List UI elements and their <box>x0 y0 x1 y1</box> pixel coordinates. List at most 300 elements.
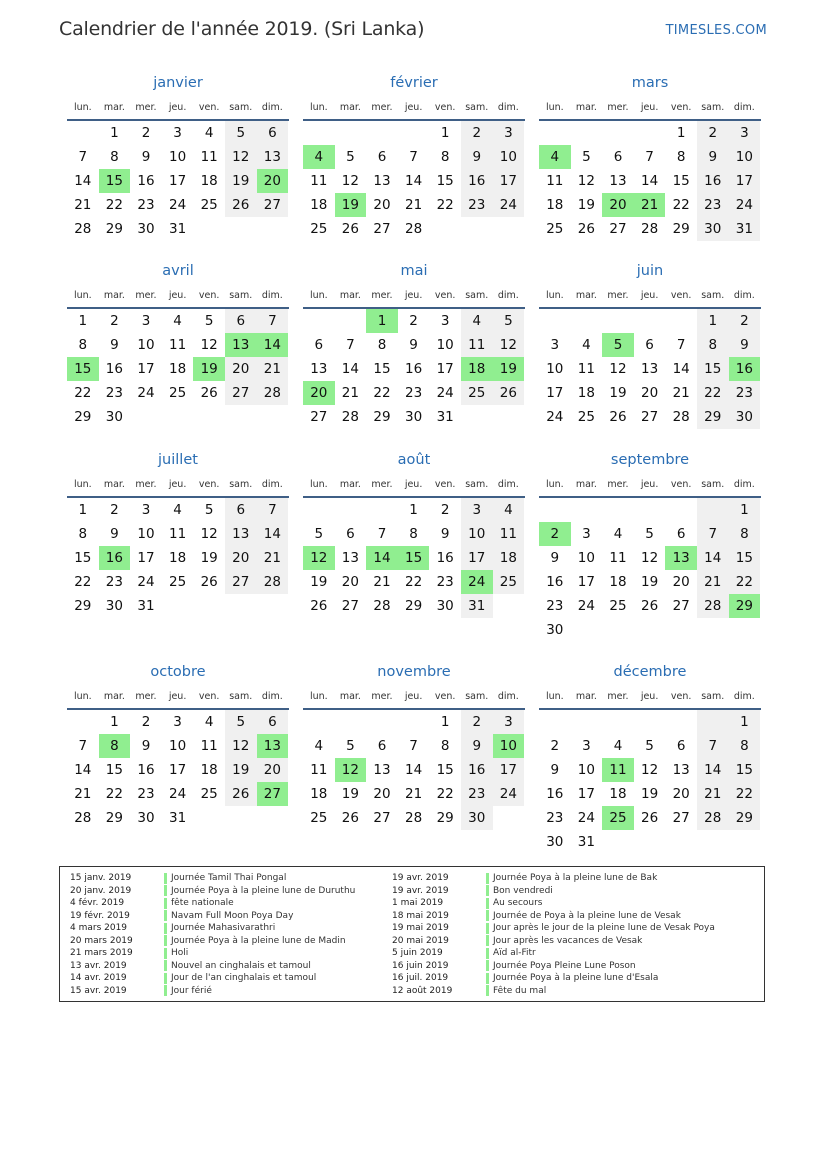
day-cell: 3 <box>461 498 493 522</box>
weekday-label: mer. <box>371 478 393 490</box>
holiday-date: 15 janv. 2019 <box>70 873 132 884</box>
weekday-label: mar. <box>103 289 125 301</box>
holiday-date: 16 juil. 2019 <box>392 973 449 984</box>
day-cell: 7 <box>377 526 387 542</box>
day-cell: 4 <box>461 309 493 333</box>
day-cell: 20 <box>373 197 391 213</box>
day-cell: 13 <box>609 173 627 189</box>
day-cell: 29 <box>373 409 391 425</box>
day-cell: 18 <box>168 361 187 377</box>
empty-day-cell <box>634 830 666 854</box>
day-cell: 12 <box>341 173 359 189</box>
holiday-name: Journée Poya à la pleine lune de Duruthu <box>171 885 356 896</box>
holiday-name: Jour après les vacances de Vesak <box>493 935 643 946</box>
empty-day-cell <box>571 309 603 333</box>
day-cell: 17 <box>493 169 525 193</box>
day-cell: 13 <box>665 546 697 570</box>
day-cell: 8 <box>99 734 131 758</box>
empty-day-cell <box>193 594 225 618</box>
holiday-date: 20 mars 2019 <box>70 935 133 946</box>
day-cell: 19 <box>310 574 328 590</box>
day-cell: 24 <box>436 385 454 401</box>
holiday-date: 20 janv. 2019 <box>70 885 132 896</box>
day-cell: 27 <box>640 409 659 425</box>
weekday-label: mer. <box>371 289 393 301</box>
day-cell: 30 <box>404 409 423 425</box>
day-cell: 24 <box>577 598 595 614</box>
weekday-header <box>67 685 289 707</box>
day-cell: 31 <box>168 221 187 237</box>
day-cell: 28 <box>257 570 289 594</box>
day-grid <box>67 498 289 618</box>
holiday-date: 1 mai 2019 <box>392 898 444 909</box>
day-cell: 14 <box>341 361 359 377</box>
holiday-legend-row <box>70 872 355 885</box>
day-cell: 31 <box>461 594 493 618</box>
day-cell: 18 <box>493 546 525 570</box>
day-cell: 11 <box>461 333 493 357</box>
day-cell: 5 <box>314 526 324 542</box>
day-cell: 17 <box>546 385 564 401</box>
day-cell: 17 <box>729 169 761 193</box>
day-cell: 15 <box>729 546 761 570</box>
month-name: octobre <box>150 664 206 680</box>
empty-day-cell <box>493 217 525 241</box>
day-cell: 14 <box>404 762 423 778</box>
day-cell: 15 <box>67 357 99 381</box>
day-cell: 28 <box>404 221 423 237</box>
weekday-label: lun. <box>545 690 564 702</box>
day-cell: 12 <box>640 550 659 566</box>
day-cell: 18 <box>200 762 218 778</box>
day-cell: 12 <box>640 762 659 778</box>
empty-day-cell <box>398 121 430 145</box>
day-cell: 2 <box>550 738 560 754</box>
day-cell: 12 <box>225 734 257 758</box>
day-cell: 22 <box>436 197 454 213</box>
day-cell: 26 <box>225 193 257 217</box>
day-cell: 17 <box>436 361 454 377</box>
weekday-label: dim. <box>261 690 283 702</box>
day-cell: 13 <box>225 522 257 546</box>
day-cell: 18 <box>310 197 328 213</box>
day-cell: 19 <box>609 385 627 401</box>
day-cell: 28 <box>697 594 729 618</box>
day-cell: 29 <box>729 594 761 618</box>
day-cell: 24 <box>168 197 187 213</box>
empty-day-cell <box>697 710 729 734</box>
weekday-header <box>303 284 525 306</box>
site-logo-link[interactable]: TIMESLES.COM <box>665 23 767 38</box>
empty-day-cell <box>634 121 666 145</box>
day-cell: 7 <box>78 149 88 165</box>
day-cell: 2 <box>539 522 571 546</box>
day-cell: 12 <box>609 361 627 377</box>
day-cell: 22 <box>74 574 92 590</box>
day-cell: 3 <box>582 526 591 542</box>
weekday-header <box>67 96 289 118</box>
empty-day-cell <box>634 498 666 522</box>
day-cell: 1 <box>366 309 398 333</box>
day-cell: 28 <box>341 409 359 425</box>
day-cell: 20 <box>257 758 289 782</box>
day-cell: 7 <box>645 149 654 165</box>
day-cell: 14 <box>672 361 690 377</box>
empty-day-cell <box>366 121 398 145</box>
holiday-legend-row <box>70 922 355 935</box>
day-cell: 28 <box>697 806 729 830</box>
empty-day-cell <box>303 710 335 734</box>
holiday-name: Navam Full Moon Poya Day <box>171 910 294 921</box>
day-cell: 3 <box>173 714 182 730</box>
day-cell: 18 <box>168 550 187 566</box>
weekday-label: mar. <box>575 289 597 301</box>
day-cell: 17 <box>577 574 595 590</box>
holiday-date: 12 août 2019 <box>392 985 453 996</box>
holiday-legend-row <box>70 910 355 923</box>
empty-day-cell <box>634 618 666 642</box>
day-cell: 21 <box>672 385 690 401</box>
day-cell: 3 <box>141 313 151 329</box>
day-cell: 27 <box>310 409 328 425</box>
day-cell: 31 <box>168 810 187 826</box>
day-cell: 14 <box>640 173 659 189</box>
weekday-label: ven. <box>670 690 692 702</box>
weekday-label: mar. <box>575 478 597 490</box>
day-cell: 4 <box>204 714 214 730</box>
day-cell: 7 <box>257 309 289 333</box>
empty-day-cell <box>665 498 697 522</box>
day-cell: 25 <box>577 409 595 425</box>
day-cell: 16 <box>404 361 423 377</box>
empty-day-cell <box>257 405 289 429</box>
day-cell: 15 <box>398 546 430 570</box>
holiday-legend-row <box>392 922 715 935</box>
day-cell: 7 <box>697 734 729 758</box>
weekday-label: dim. <box>497 690 519 702</box>
day-cell: 22 <box>74 385 92 401</box>
holiday-marker <box>164 948 167 959</box>
weekday-label: sam. <box>701 690 725 702</box>
day-cell: 6 <box>645 337 654 353</box>
day-cell: 11 <box>310 762 328 778</box>
day-cell: 10 <box>493 145 525 169</box>
day-cell: 16 <box>99 546 131 570</box>
day-cell: 16 <box>461 758 493 782</box>
day-cell: 5 <box>645 526 654 542</box>
day-cell: 16 <box>546 786 564 802</box>
day-cell: 6 <box>225 498 257 522</box>
day-cell: 8 <box>729 734 761 758</box>
day-cell: 9 <box>440 526 450 542</box>
holiday-legend <box>59 866 765 1002</box>
weekday-label: mer. <box>607 690 629 702</box>
holiday-name: Nouvel an cinghalais et tamoul <box>171 960 311 971</box>
weekday-label: dim. <box>261 101 283 113</box>
month-name: mai <box>400 263 428 279</box>
holiday-name: Holi <box>171 948 189 959</box>
empty-day-cell <box>493 405 525 429</box>
day-cell: 3 <box>493 121 525 145</box>
day-cell: 14 <box>697 758 729 782</box>
day-cell: 26 <box>577 221 595 237</box>
day-cell: 13 <box>640 361 659 377</box>
day-cell: 2 <box>697 121 729 145</box>
day-cell: 11 <box>310 173 328 189</box>
weekday-label: dim. <box>733 478 755 490</box>
holiday-legend-row <box>70 947 355 960</box>
weekday-label: lun. <box>73 289 92 301</box>
day-cell: 24 <box>493 193 525 217</box>
month-name: mars <box>631 75 669 91</box>
month-name: septembre <box>610 452 690 468</box>
empty-day-cell <box>602 309 634 333</box>
weekday-label: dim. <box>497 478 519 490</box>
month-1 <box>303 73 525 241</box>
month-name: juin <box>636 263 664 279</box>
weekday-label: dim. <box>497 289 519 301</box>
day-cell: 2 <box>461 121 493 145</box>
holiday-date: 19 févr. 2019 <box>70 910 130 921</box>
holiday-marker <box>486 985 489 996</box>
day-cell: 26 <box>640 598 659 614</box>
day-cell: 10 <box>577 550 595 566</box>
day-cell: 18 <box>609 786 627 802</box>
day-cell: 8 <box>697 333 729 357</box>
day-grid <box>539 498 761 642</box>
empty-day-cell <box>257 806 289 830</box>
day-cell: 15 <box>729 758 761 782</box>
day-cell: 25 <box>461 381 493 405</box>
day-cell: 1 <box>110 125 119 141</box>
holiday-marker <box>164 910 167 921</box>
day-cell: 7 <box>78 738 88 754</box>
day-cell: 6 <box>377 149 387 165</box>
day-cell: 24 <box>546 409 564 425</box>
day-cell: 16 <box>697 169 729 193</box>
day-cell: 3 <box>440 313 450 329</box>
day-cell: 29 <box>729 806 761 830</box>
empty-day-cell <box>665 710 697 734</box>
day-cell: 24 <box>493 782 525 806</box>
day-grid <box>303 498 525 618</box>
day-cell: 21 <box>74 197 92 213</box>
day-cell: 6 <box>314 337 324 353</box>
weekday-label: jeu. <box>640 690 659 702</box>
day-cell: 8 <box>78 337 88 353</box>
holiday-name: Fête du mal <box>493 985 547 996</box>
holiday-legend-left-column <box>70 872 355 997</box>
weekday-label: mer. <box>135 289 157 301</box>
day-cell: 4 <box>582 337 591 353</box>
holiday-date: 19 mai 2019 <box>392 923 449 934</box>
empty-day-cell <box>193 806 225 830</box>
day-cell: 7 <box>676 337 686 353</box>
day-cell: 8 <box>676 149 686 165</box>
weekday-label: sam. <box>465 289 489 301</box>
day-cell: 17 <box>461 546 493 570</box>
weekday-header <box>539 284 761 306</box>
holiday-legend-row <box>392 910 715 923</box>
day-cell: 22 <box>105 786 123 802</box>
weekday-label: lun. <box>309 478 328 490</box>
holiday-legend-row <box>392 885 715 898</box>
day-cell: 26 <box>310 598 328 614</box>
day-cell: 13 <box>672 762 690 778</box>
weekday-label: sam. <box>229 478 253 490</box>
day-cell: 4 <box>314 738 324 754</box>
holiday-name: Journée Poya à la pleine lune de Madin <box>171 935 346 946</box>
holiday-marker <box>164 885 167 896</box>
day-cell: 26 <box>341 810 359 826</box>
month-name: février <box>390 75 438 91</box>
day-grid <box>539 309 761 429</box>
day-cell: 11 <box>602 758 634 782</box>
weekday-label: mer. <box>607 289 629 301</box>
holiday-name: Jour de l'an cinghalais et tamoul <box>171 973 317 984</box>
day-cell: 12 <box>303 546 335 570</box>
empty-day-cell <box>493 806 525 830</box>
day-cell: 27 <box>373 810 391 826</box>
day-cell: 26 <box>200 574 218 590</box>
day-cell: 5 <box>602 333 634 357</box>
day-cell: 3 <box>141 502 151 518</box>
day-cell: 12 <box>200 526 218 542</box>
holiday-date: 19 avr. 2019 <box>392 873 449 884</box>
day-cell: 25 <box>168 385 187 401</box>
day-cell: 4 <box>204 125 214 141</box>
weekday-label: mer. <box>135 478 157 490</box>
weekday-label: dim. <box>261 289 283 301</box>
empty-day-cell <box>665 309 697 333</box>
day-cell: 25 <box>310 221 328 237</box>
day-cell: 10 <box>729 145 761 169</box>
day-cell: 4 <box>303 145 335 169</box>
day-cell: 10 <box>436 337 454 353</box>
month-name: décembre <box>613 664 687 680</box>
month-3 <box>67 261 289 429</box>
holiday-date: 4 mars 2019 <box>70 923 128 934</box>
day-cell: 26 <box>493 381 525 405</box>
day-cell: 28 <box>74 810 92 826</box>
day-cell: 11 <box>546 173 564 189</box>
weekday-label: ven. <box>434 478 456 490</box>
holiday-marker <box>164 973 167 984</box>
holiday-date: 5 juin 2019 <box>392 948 443 959</box>
day-cell: 4 <box>173 313 182 329</box>
holiday-name: Jour après le jour de la pleine lune de Vesak Poya <box>493 923 715 934</box>
empty-day-cell <box>335 309 367 333</box>
empty-day-cell <box>67 710 99 734</box>
holiday-name: Journée de Poya à la pleine lune de Vesak <box>493 910 681 921</box>
day-cell: 20 <box>225 357 257 381</box>
day-cell: 15 <box>74 550 92 566</box>
weekday-label: sam. <box>465 478 489 490</box>
day-cell: 27 <box>341 598 359 614</box>
weekday-label: lun. <box>73 478 92 490</box>
holiday-legend-row <box>392 935 715 948</box>
day-cell: 28 <box>672 409 690 425</box>
empty-day-cell <box>225 594 257 618</box>
day-cell: 2 <box>729 309 761 333</box>
day-cell: 20 <box>303 381 335 405</box>
day-cell: 24 <box>168 786 187 802</box>
day-cell: 4 <box>613 526 623 542</box>
month-name: avril <box>162 263 194 279</box>
empty-day-cell <box>193 405 225 429</box>
holiday-marker <box>486 960 489 971</box>
day-cell: 23 <box>137 197 155 213</box>
day-cell: 20 <box>257 169 289 193</box>
day-cell: 8 <box>110 149 119 165</box>
day-cell: 15 <box>99 169 131 193</box>
holiday-name: Journée Poya à la pleine lune d'Esala <box>493 973 659 984</box>
empty-day-cell <box>697 830 729 854</box>
weekday-label: lun. <box>545 478 564 490</box>
day-cell: 15 <box>373 361 391 377</box>
month-name: juillet <box>158 452 198 468</box>
weekday-label: lun. <box>309 690 328 702</box>
month-name: janvier <box>153 75 203 91</box>
day-cell: 27 <box>225 570 257 594</box>
weekday-label: jeu. <box>404 289 423 301</box>
weekday-label: dim. <box>733 101 755 113</box>
holiday-legend-row <box>392 872 715 885</box>
day-cell: 1 <box>729 710 761 734</box>
day-grid <box>303 710 525 830</box>
day-cell: 14 <box>404 173 423 189</box>
day-cell: 12 <box>225 145 257 169</box>
empty-day-cell <box>257 217 289 241</box>
holiday-date: 20 mai 2019 <box>392 935 449 946</box>
day-cell: 6 <box>676 526 686 542</box>
day-cell: 22 <box>729 782 761 806</box>
day-cell: 9 <box>550 550 560 566</box>
weekday-label: lun. <box>73 101 92 113</box>
day-cell: 25 <box>200 197 218 213</box>
day-cell: 29 <box>697 405 729 429</box>
empty-day-cell <box>634 309 666 333</box>
weekday-label: mer. <box>607 478 629 490</box>
day-cell: 24 <box>137 574 155 590</box>
day-cell: 19 <box>341 786 359 802</box>
holiday-name: Bon vendredi <box>493 885 553 896</box>
day-cell: 24 <box>729 193 761 217</box>
weekday-label: jeu. <box>640 101 659 113</box>
day-cell: 22 <box>672 197 690 213</box>
weekday-header <box>303 96 525 118</box>
day-cell: 6 <box>257 710 289 734</box>
weekday-label: sam. <box>465 690 489 702</box>
day-cell: 2 <box>461 710 493 734</box>
holiday-legend-row <box>392 897 715 910</box>
weekday-header <box>303 473 525 495</box>
day-cell: 6 <box>225 309 257 333</box>
day-cell: 30 <box>137 810 155 826</box>
day-cell: 16 <box>461 169 493 193</box>
day-cell: 15 <box>436 173 454 189</box>
day-cell: 24 <box>461 570 493 594</box>
holiday-marker <box>486 948 489 959</box>
empty-day-cell <box>429 217 461 241</box>
day-cell: 28 <box>373 598 391 614</box>
holiday-legend-row <box>392 947 715 960</box>
month-0 <box>67 73 289 241</box>
day-cell: 8 <box>440 149 450 165</box>
empty-day-cell <box>571 498 603 522</box>
empty-day-cell <box>665 830 697 854</box>
weekday-label: jeu. <box>404 690 423 702</box>
